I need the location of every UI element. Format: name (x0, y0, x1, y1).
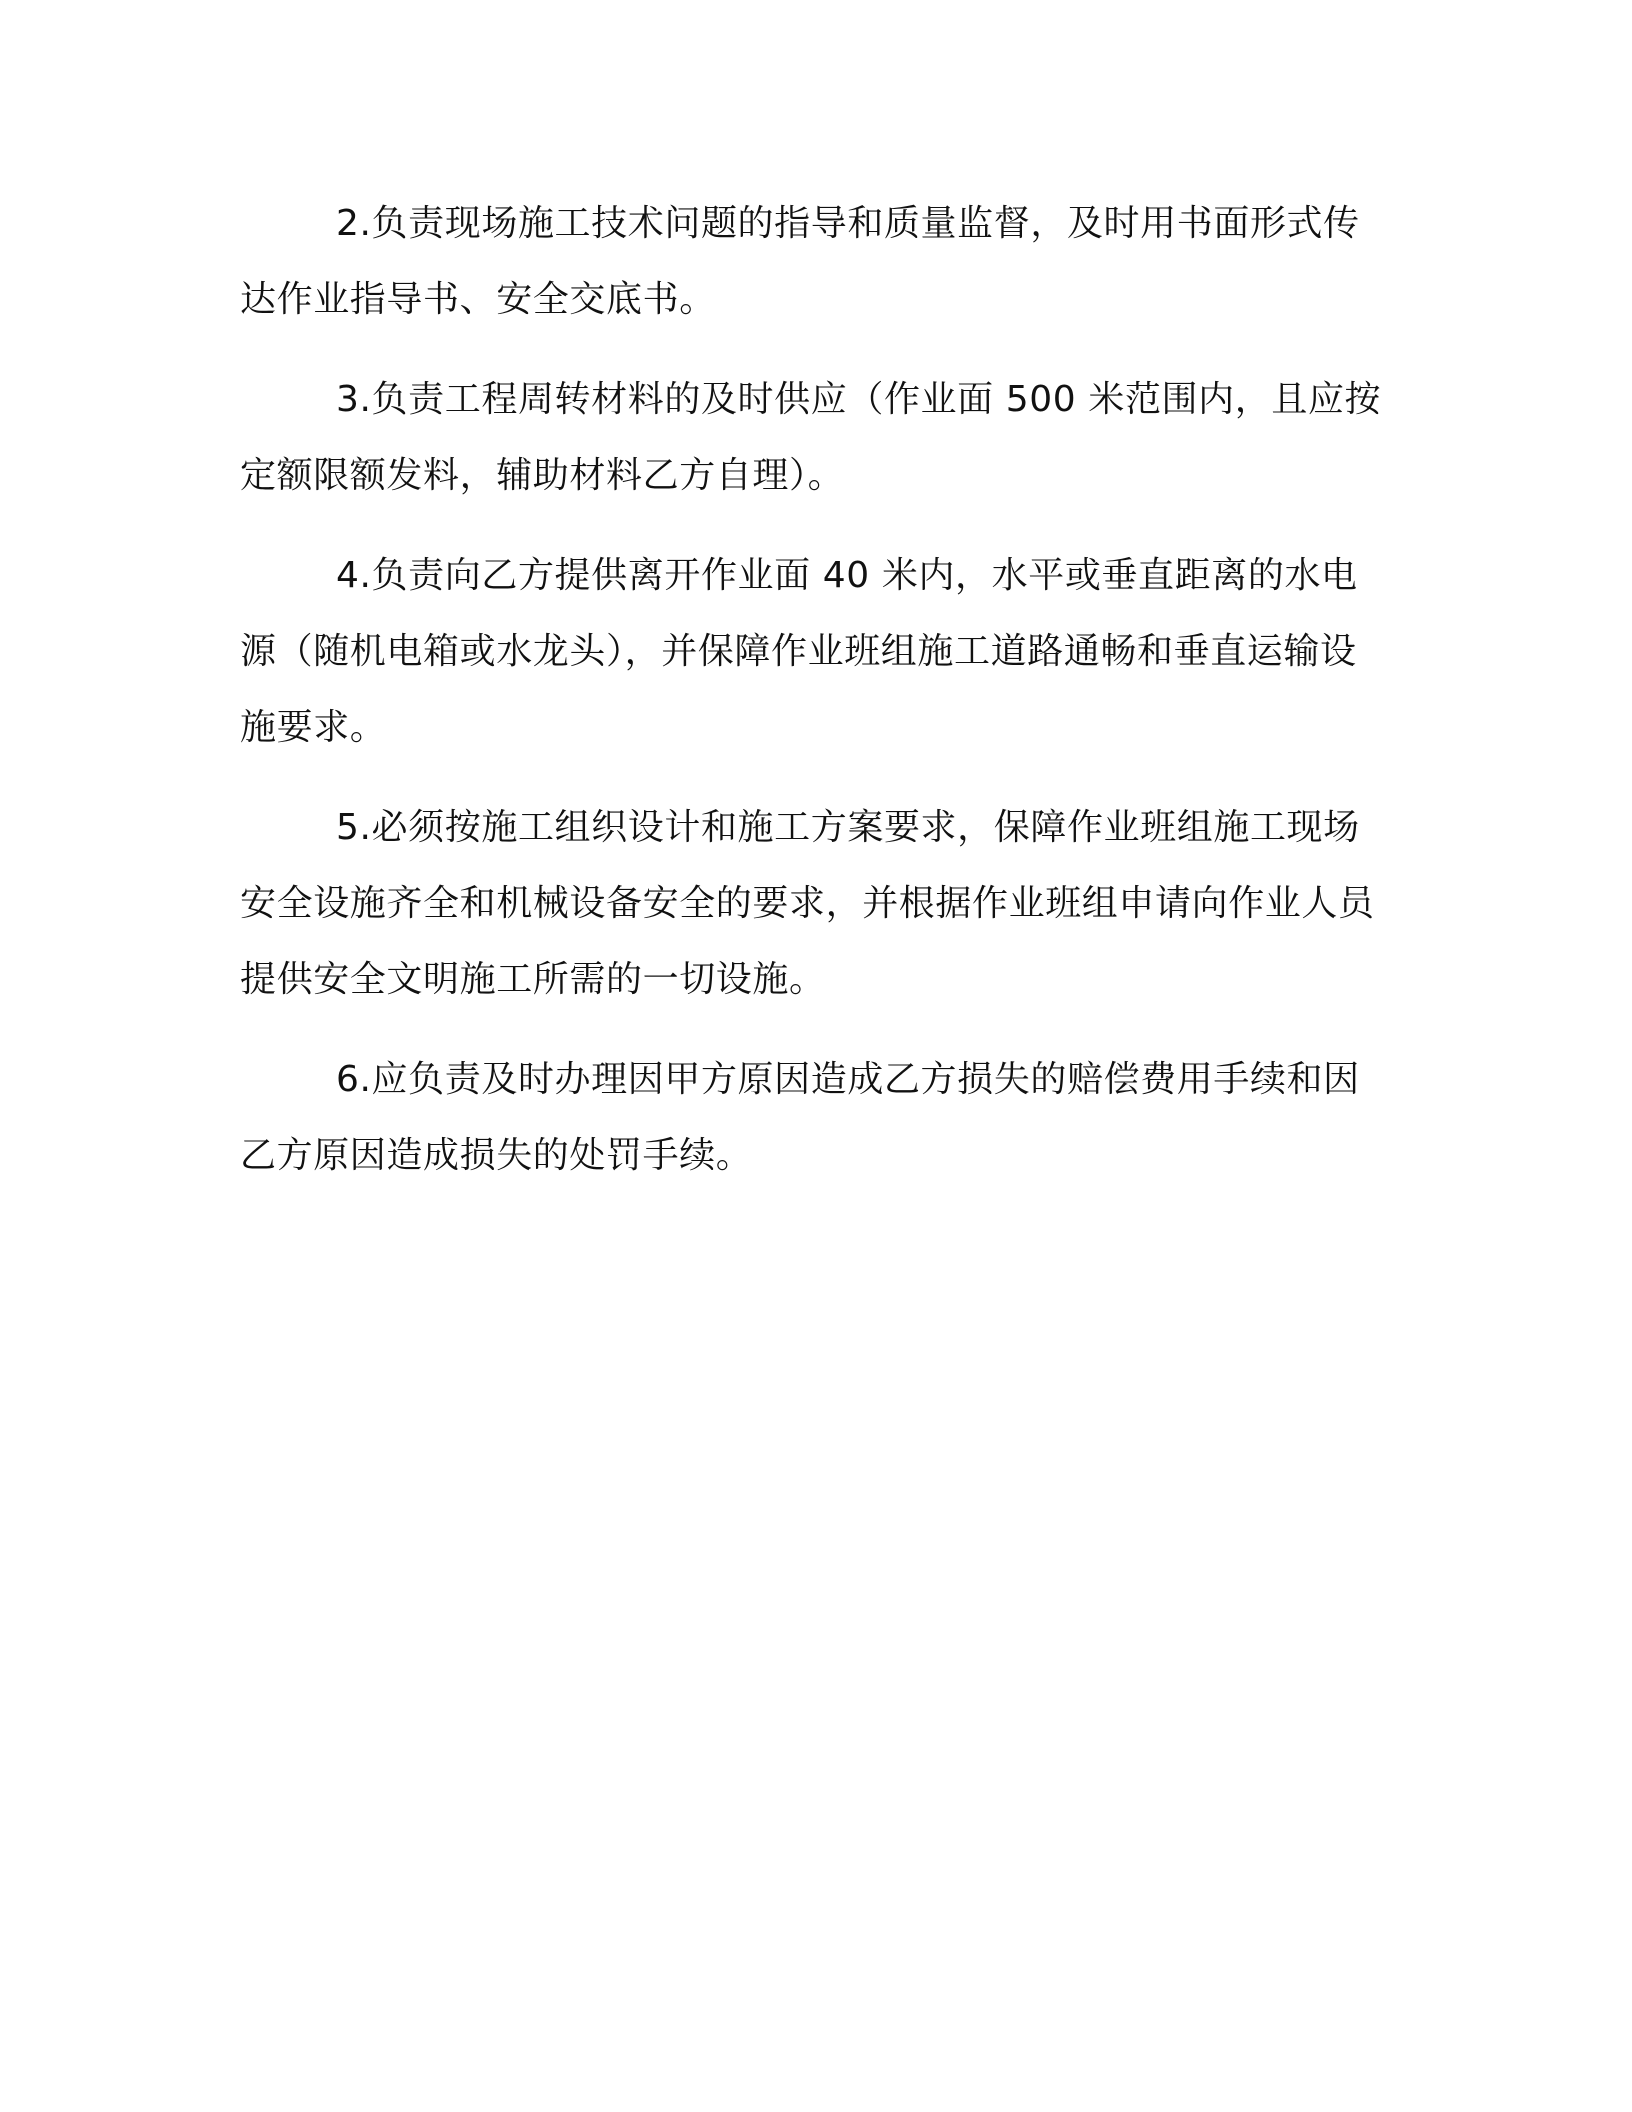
paragraph-item-6: 6.应负责及时办理因甲方原因造成乙方损失的赔偿费用手续和因乙方原因造成损失的处罚手续。 (240, 1059, 1360, 1176)
paragraph-item-5: 5.必须按施工组织设计和施工方案要求，保障作业班组施工现场安全设施齐全和机械设备安全的要求，并根据作业班组申请向作业人员提供安全文明施工所需的一切设施。 (240, 807, 1375, 1000)
paragraph-item-3: 3.负责工程周转材料的及时供应（作业面 500 米范围内，且应按定额限额发料，辅助材料乙方自理）。 (240, 379, 1382, 496)
paragraph-item-4: 4.负责向乙方提供离开作业面 40 米内，水平或垂直距离的水电源（随机电箱或水龙头），并保障作业班组施工道路通畅和垂直运输设施要求。 (240, 555, 1358, 748)
document-body (240, 186, 1385, 1218)
paragraph-item-2: 2.负责现场施工技术问题的指导和质量监督，及时用书面形式传达作业指导书、安全交底书。 (240, 203, 1360, 320)
